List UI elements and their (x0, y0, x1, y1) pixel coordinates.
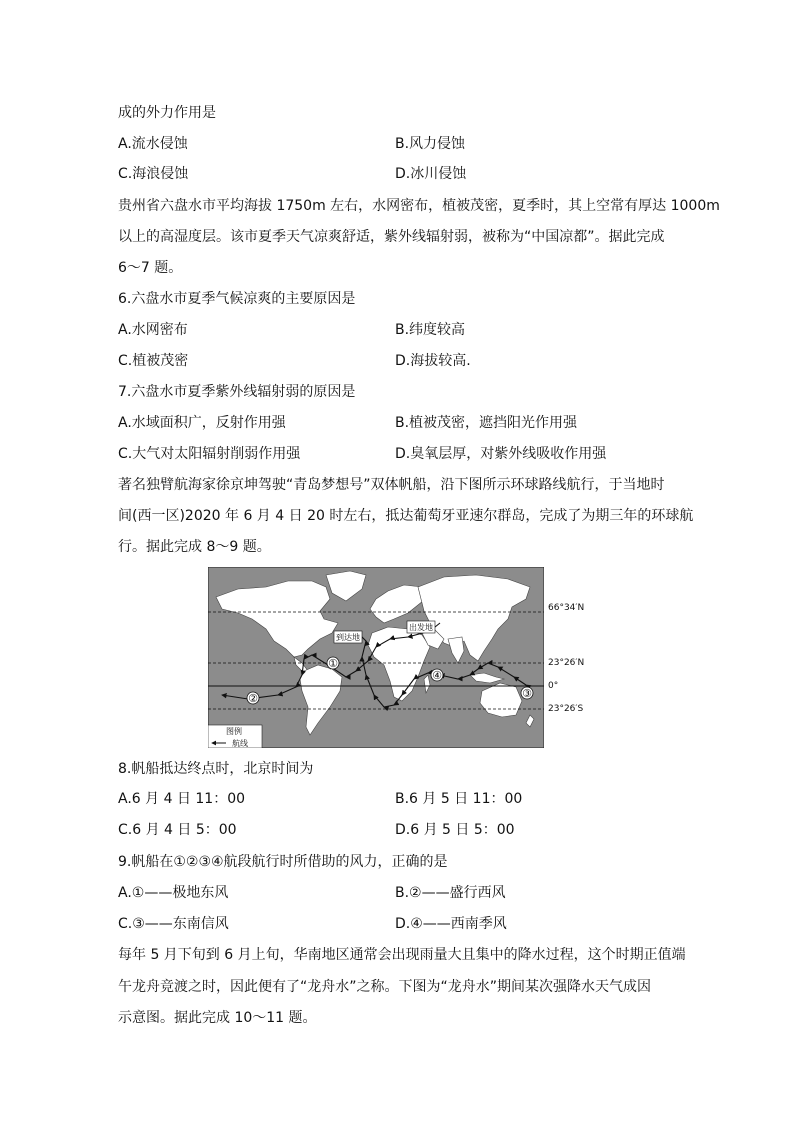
world-route-map (208, 567, 544, 748)
lat-label-23n: 23°26′N (548, 658, 585, 668)
q5-option-d: D.冰川侵蚀 (395, 166, 467, 182)
q5-option-c: C.海浪侵蚀 (118, 166, 189, 182)
q7-option-d: D.臭氧层厚，对紫外线吸收作用强 (395, 446, 607, 462)
q6-option-d: D.海拔较高. (395, 353, 471, 369)
q8-option-c: C.6 月 4 日 5：00 (118, 822, 237, 838)
passage2-line2: 间(西一区)2020 年 6 月 4 日 20 时左右，抵达葡萄牙亚速尔群岛，完成了为期三年的环球航 (118, 508, 694, 524)
q9-option-a: A.①——极地东风 (118, 885, 229, 901)
segment-2-label: ② (248, 692, 258, 705)
q8-stem: 8.帆船抵达终点时，北京时间为 (118, 761, 314, 777)
lat-label-23s: 23°26′S (548, 704, 584, 714)
q7-stem: 7.六盘水市夏季紫外线辐射弱的原因是 (118, 384, 356, 400)
q5-option-b: B.风力侵蚀 (395, 136, 466, 152)
segment-4-label: ④ (432, 669, 442, 682)
q7-option-a: A.水域面积广，反射作用强 (118, 415, 286, 431)
q5-option-a: A.流水侵蚀 (118, 136, 188, 152)
lat-label-equator: 0° (548, 681, 559, 691)
q6-option-c: C.植被茂密 (118, 353, 189, 369)
depart-label: 出发地 (409, 623, 433, 632)
q6-option-b: B.纬度较高 (395, 322, 466, 338)
q6-stem: 6.六盘水市夏季气候凉爽的主要原因是 (118, 291, 356, 307)
passage3-line2: 午龙舟竞渡之时，因此便有了“龙舟水”之称。下图为“龙舟水”期间某次强降水天气成因 (118, 979, 652, 995)
legend-route-label: 航线 (232, 739, 248, 748)
q6-option-a: A.水网密布 (118, 322, 188, 338)
segment-3-label: ③ (522, 687, 532, 700)
passage1-line2: 以上的高湿度层。该市夏季天气凉爽舒适，紫外线辐射弱，被称为“中国凉都”。据此完成 (118, 229, 665, 245)
q8-option-d: D.6 月 5 日 5：00 (395, 822, 515, 838)
legend-title: 图例 (226, 727, 242, 736)
lat-label-66: 66°34′N (548, 603, 585, 613)
segment-1-label: ① (328, 657, 338, 670)
passage2-line3: 行。据此完成 8～9 题。 (118, 539, 271, 555)
q9-option-d: D.④——西南季风 (395, 916, 507, 932)
passage3-line1: 每年 5 月下旬到 6 月上旬，华南地区通常会出现雨量大且集中的降水过程，这个时期正值端 (118, 947, 686, 963)
q9-stem: 9.帆船在①②③④航段航行时所借助的风力，正确的是 (118, 854, 448, 870)
q7-option-b: B.植被茂密，遮挡阳光作用强 (395, 415, 578, 431)
q9-option-b: B.②——盛行西风 (395, 885, 506, 901)
passage1-line1: 贵州省六盘水市平均海拔 1750m 左右，水网密布，植被茂密，夏季时，其上空常有厚达 1000m (118, 198, 720, 214)
q5-stem-tail: 成的外力作用是 (118, 105, 216, 121)
q8-option-b: B.6 月 5 日 11：00 (395, 791, 523, 807)
q8-option-a: A.6 月 4 日 11：00 (118, 791, 246, 807)
passage3-line3: 示意图。据此完成 10～11 题。 (118, 1010, 317, 1026)
arrive-label: 到达地 (336, 633, 360, 642)
q9-option-c: C.③——东南信风 (118, 916, 229, 932)
passage2-line1: 著名独臂航海家徐京坤驾驶“青岛梦想号”双体帆船，沿下图所示环球路线航行，于当地时 (118, 477, 665, 493)
passage1-line3: 6～7 题。 (118, 260, 183, 276)
q7-option-c: C.大气对太阳辐射削弱作用强 (118, 446, 301, 462)
